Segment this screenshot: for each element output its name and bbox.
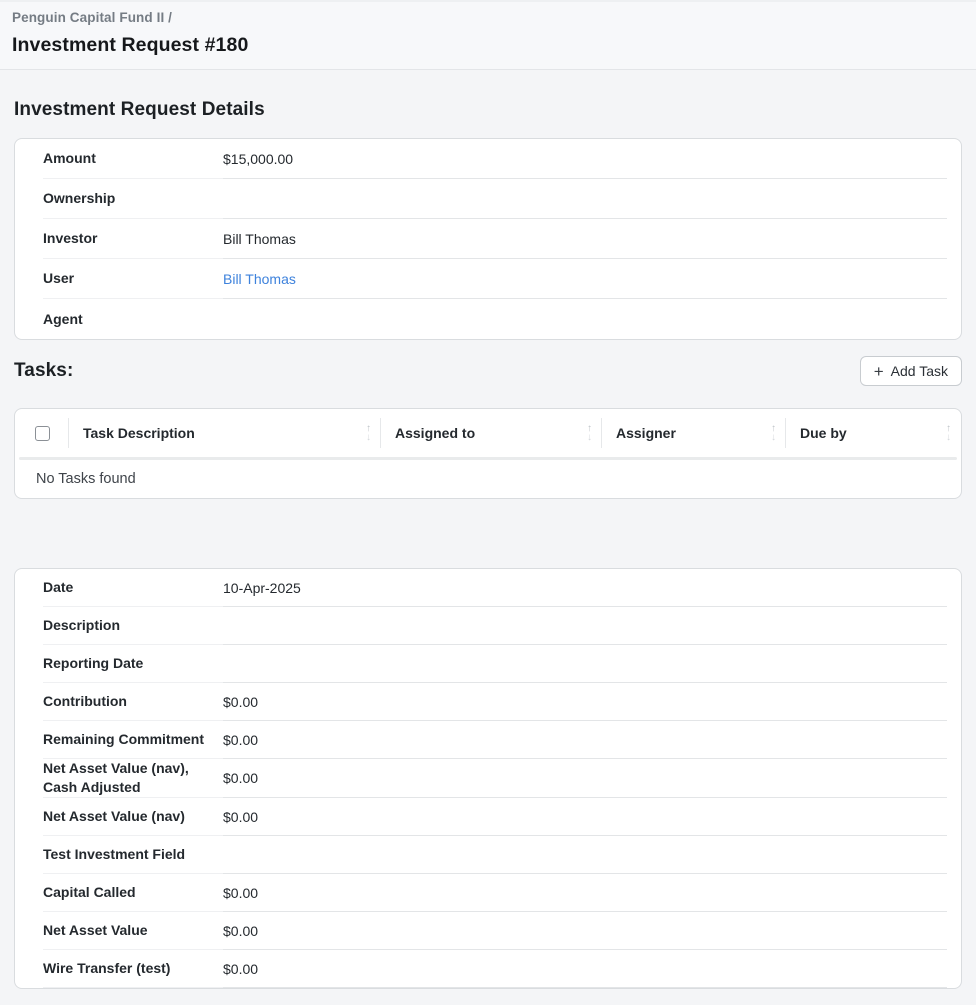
user-link[interactable]: Bill Thomas [223,270,296,287]
field-row [15,950,961,988]
add-task-label: Add Task [890,363,948,379]
field-value [223,299,947,339]
field-label: Ownership [43,179,223,219]
field-value: 10-Apr-2025 [223,569,947,607]
field-label: Net Asset Value (nav) [43,798,223,836]
field-value: $0.00 [223,912,947,950]
table-column-header[interactable] [69,409,381,457]
field-label: Amount [43,139,223,179]
add-task-button[interactable] [860,356,962,386]
breadcrumb[interactable]: Penguin Capital Fund II / [12,10,172,25]
sort-icon[interactable] [946,424,951,442]
field-row [15,836,961,874]
field-value: $0.00 [223,683,947,721]
field-label: Contribution [43,683,223,721]
field-row [15,912,961,950]
details-heading: Investment Request Details [14,99,265,120]
field-value: $0.00 [223,950,947,988]
field-label: Capital Called [43,874,223,912]
tasks-bar [14,356,962,386]
field-row [15,139,961,179]
field-label: Net Asset Value [43,912,223,950]
column-label: Due by [800,425,847,441]
field-label: Reporting Date [43,645,223,683]
field-label: Date [43,569,223,607]
field-label: Description [43,607,223,645]
sort-desc-icon: ↓ [366,432,371,443]
field-row [15,683,961,721]
field-row [15,874,961,912]
plus-icon: + [873,361,884,381]
field-row [15,179,961,219]
sort-icon[interactable] [771,424,776,442]
field-label: Agent [43,310,83,327]
field-label: User [43,259,223,299]
field-value [223,645,947,683]
sort-desc-icon: ↓ [946,432,951,443]
field-row [15,569,961,607]
field-value [223,179,947,219]
field-value: $0.00 [223,721,947,759]
field-row [15,299,961,339]
field-row [15,219,961,259]
field-label: Investor [43,219,223,259]
field-value: $0.00 [223,874,947,912]
column-label: Assigned to [395,425,476,441]
main-content [0,99,976,989]
field-value [223,259,947,299]
tasks-empty-message: No Tasks found [36,471,136,487]
field-row [15,721,961,759]
field-value: $15,000.00 [223,139,947,179]
sort-asc-icon: ↑ [587,423,592,434]
field-value: Bill Thomas [223,219,947,259]
tasks-heading: Tasks: [14,360,74,381]
field-value: $0.00 [223,759,947,798]
column-label: Task Description [83,425,195,441]
field-row [15,607,961,645]
sort-asc-icon: ↑ [366,423,371,434]
field-row [15,259,961,299]
table-column-header[interactable] [381,409,602,457]
field-value [223,836,947,874]
investment-request-details-card [14,138,962,340]
investment-fields-card [14,568,962,989]
select-all-cell [15,409,69,457]
field-value [223,607,947,645]
field-label: Net Asset Value (nav), Cash Adjusted [43,759,223,798]
field-value: $0.00 [223,798,947,836]
field-label: Wire Transfer (test) [43,950,223,988]
table-column-header[interactable] [786,409,961,457]
field-label: Test Investment Field [43,836,223,874]
column-label: Assigner [616,425,676,441]
page-title: Investment Request #180 [12,34,249,56]
sort-icon[interactable] [366,424,371,442]
field-row [15,645,961,683]
field-row [15,759,961,798]
page-header [0,0,976,70]
table-column-header[interactable] [602,409,786,457]
tasks-table-card [14,408,962,499]
sort-asc-icon: ↑ [771,423,776,434]
sort-icon[interactable] [587,424,592,442]
sort-desc-icon: ↓ [587,432,592,443]
sort-asc-icon: ↑ [946,423,951,434]
sort-desc-icon: ↓ [771,432,776,443]
tasks-table-header [15,409,961,457]
field-label: Remaining Commitment [43,721,223,759]
field-row [15,798,961,836]
select-all-checkbox[interactable] [35,426,50,441]
